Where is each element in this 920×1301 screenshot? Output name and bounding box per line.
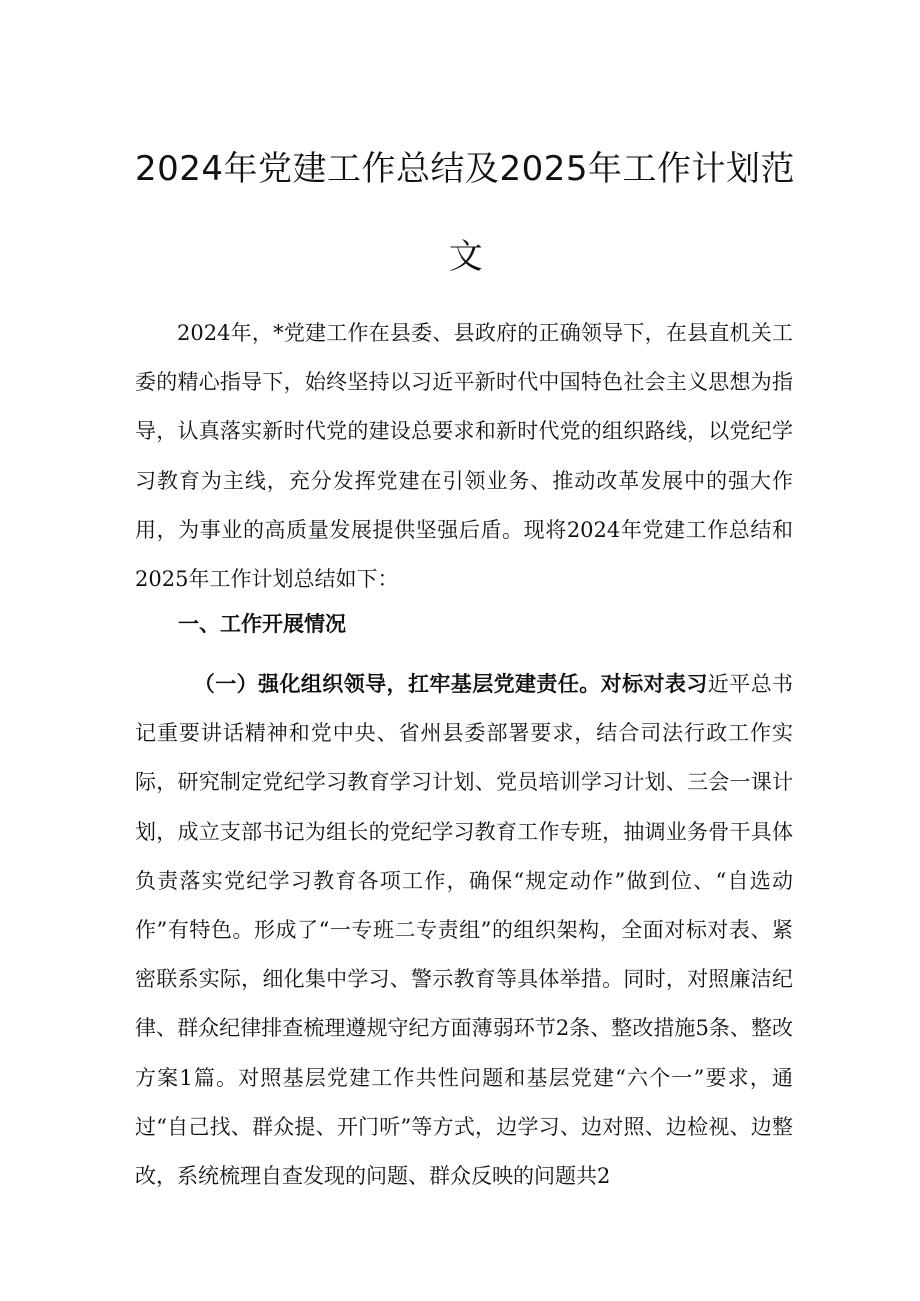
section1-heading: 一、工作开展情况 [178, 612, 346, 636]
subsection1-title: （一）强化组织领导，扛牢基层党建责任。对标对表习 [193, 672, 708, 696]
intro-paragraph: 2024年，*党建工作在县委、县政府的正确领导下，在县直机关工委的精心指导下，始终坚持以习近平新时代中国特色社会主义思想为指导，认真落实新时代党的建设总要求和新时代党的组织路线，以党纪学习教育为主线，充分发挥党建在引领业务、推动改革发展中的强大作用，为事业的高质量发展提供坚强后盾。现将2024年党建工作总结和2025年工作计划总结如下： [135, 321, 793, 592]
subsection1 [135, 660, 793, 1201]
document-title-line1: 2024年党建工作总结及2025年工作计划范 [135, 149, 796, 189]
intro-section [135, 309, 793, 604]
document-title-line2: 文 [448, 237, 484, 277]
subsection1-paragraph [135, 660, 793, 1201]
subsection1-body: 近平总书记重要讲话精神和党中央、省州县委部署要求，结合司法行政工作实际，研究制定党纪学习教育学习计划、党员培训学习计划、三会一课计划，成立支部书记为组长的党纪学习教育工作专班，抽调业务骨干具体负责落实党纪学习教育各项工作，确保“规定动作”做到位、“自选动作”有特色。形成了“一专班二专责组”的组织架构，全面对标对表、紧密联系实际，细化集中学习、警示教育等具体举措。同时，对照廉洁纪律、群众纪律排查梳理遵规守纪方面薄弱环节2条、整改措施5条、整改方案1篇。对照基层党建工作共性问题和基层党建“六个一”要求，通过“自己找、群众提、开门听”等方式，边学习、边对照、边检视、边整改，系统梳理自查发现的问题、群众反映的问题共2 [135, 672, 794, 1189]
